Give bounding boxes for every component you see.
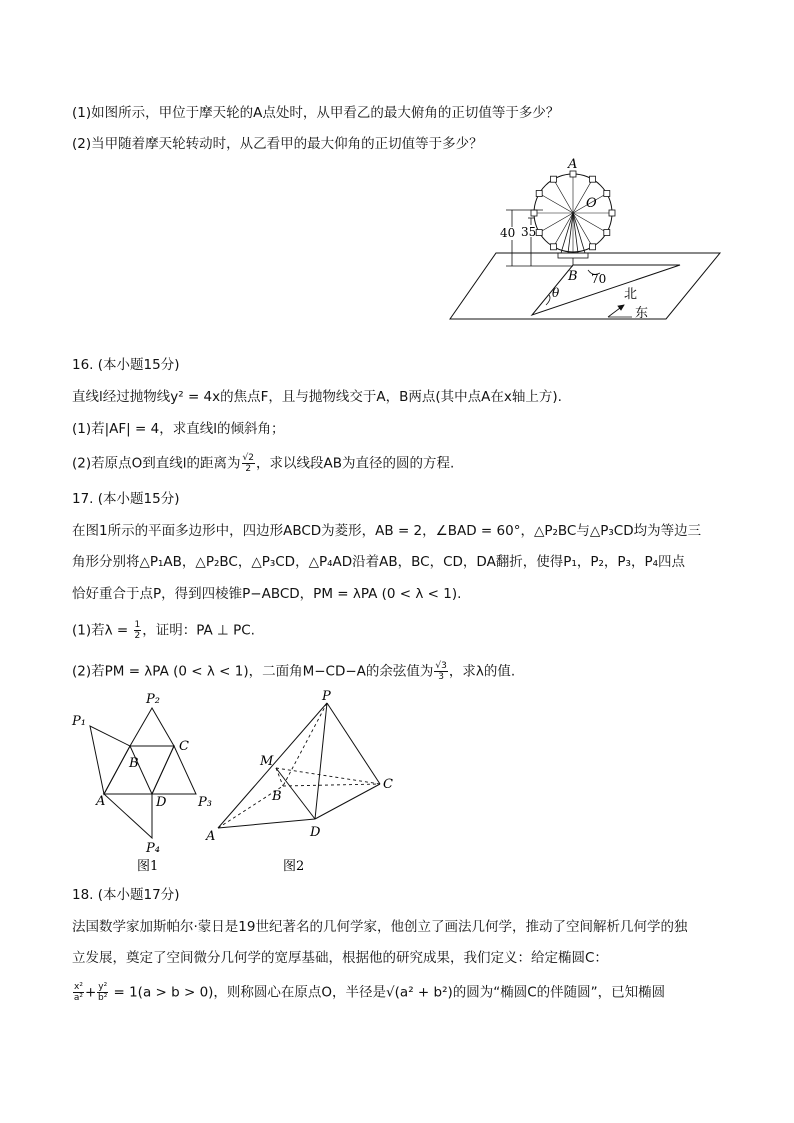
label-theta: θ [552,286,560,300]
q16-stem: 直线l经过抛物线y² = 4x的焦点F，且与抛物线交于A，B两点(其中点A在x轴上方). [72,389,562,405]
q17-part1-text-b: ，证明：PA ⊥ PC. [142,622,255,639]
fig2-D: D [310,825,321,840]
q18-plus: + [84,984,97,1001]
q18-header: 18. (本小题17分) [72,887,180,903]
q17-part2-text-b: ，求λ的值. [448,663,516,680]
label-east: 东 [635,306,649,321]
fig1-P1: P₁ [72,714,86,729]
q17-part2 [72,661,515,682]
fig2-A: A [206,829,216,844]
compass-arrows [608,305,632,317]
tri-P2BC [130,708,174,746]
tri-P4AD [104,794,152,838]
fig1-P3: P₃ [198,795,212,810]
ground-plane [450,253,720,319]
figure-2-pyramid [200,688,410,874]
q18-x-fraction [73,982,84,1003]
q17-part1 [72,620,255,641]
q18-line2: 立发展，奠定了空间微分几何学的宽厚基础，根据他的研究成果，我们定义：给定椭圆C： [72,950,608,966]
fig2-caption: 图2 [283,859,305,874]
q17-p1-frac-den: 2 [134,631,141,641]
fig1-caption: 图1 [137,859,159,874]
q16-header: 16. (本小题15分) [72,357,180,373]
q17-part1-text-a: (1)若λ = [72,622,133,639]
fig1-P2: P₂ [146,692,160,707]
tri-P3CD [152,746,196,794]
q16-part1: (1)若|AF| = 4，求直线l的倾斜角； [72,421,285,437]
fig1-A: A [96,794,106,809]
q16-frac-num: √2 [242,453,254,463]
q15-part1: (1)如图所示，甲位于摩天轮的A点处时，从甲看乙的最大俯角的正切值等于多少？ [72,105,560,121]
label-north: 北 [624,287,638,302]
q18-x-num: x² [74,982,83,992]
q18-y-den: b² [98,993,108,1003]
q17-p1-frac-num: 1 [134,620,141,630]
q18-line3 [72,982,665,1003]
q17-stem-line2: 角形分别将△P₁AB，△P₂BC，△P₃CD，△P₄AD沿着AB，BC，CD，DA翻折，使得P₁，P₂，P₃，P₄四点 [72,554,686,570]
fig1-P4: P₄ [146,841,160,856]
label-40: 40 [500,226,516,240]
q18-y-num: y² [98,982,108,992]
fig1-C: C [179,739,189,754]
label-35: 35 [521,225,537,239]
label-70: 70 [591,272,607,286]
fig1-B: B [129,756,139,771]
label-O: O [586,196,597,211]
q16-part2-text-b: ，求以线段AB为直径的圆的方程. [255,455,455,472]
label-B: B [568,269,578,284]
q17-stem-line1: 在图1所示的平面多边形中，四边形ABCD为菱形，AB = 2，∠BAD = 60°，△P₂BC与△P₃CD均为等边三 [72,523,702,539]
q17-stem-line3: 恰好重合于点P，得到四棱锥P−ABCD，PM = λPA (0 < λ < 1). [72,586,462,602]
q17-part2-fraction [434,661,447,682]
fig2-B: B [272,789,282,804]
q16-frac-den: 2 [245,464,252,474]
q15-part2: (2)当甲随着摩天轮转动时，从乙看甲的最大仰角的正切值等于多少？ [72,136,483,152]
q18-line1: 法国数学家加斯帕尔·蒙日是19世纪著名的几何学家，他创立了画法几何学，推动了空间解析几何学的独 [72,919,688,935]
ferris-wheel-figure [448,155,723,325]
fig2-C: C [383,777,393,792]
q17-header: 17. (本小题15分) [72,491,180,507]
fig2-P: P [322,689,331,704]
label-A: A [568,157,578,172]
q16-part2-text-a: (2)若原点O到直线l的距离为 [72,455,241,472]
q18-line3-text: = 1(a > b > 0)，则称圆心在原点O，半径是√(a² + b²)的圆为“椭圆C的伴随圆”，已知椭圆 [109,984,666,1001]
q16-part2-fraction [242,453,255,474]
fig2-M: M [260,754,274,769]
q17-p2-frac-num: √3 [435,661,447,671]
q17-part2-text-a: (2)若PM = λPA (0 < λ < 1)，二面角M−CD−A的余弦值为 [72,663,434,680]
q17-part1-fraction [134,620,142,641]
q18-y-fraction [97,982,108,1003]
fig1-D: D [156,795,167,810]
q17-p2-frac-den: 3 [438,672,445,682]
q16-part2 [72,453,454,474]
q18-x-den: a² [73,993,84,1003]
